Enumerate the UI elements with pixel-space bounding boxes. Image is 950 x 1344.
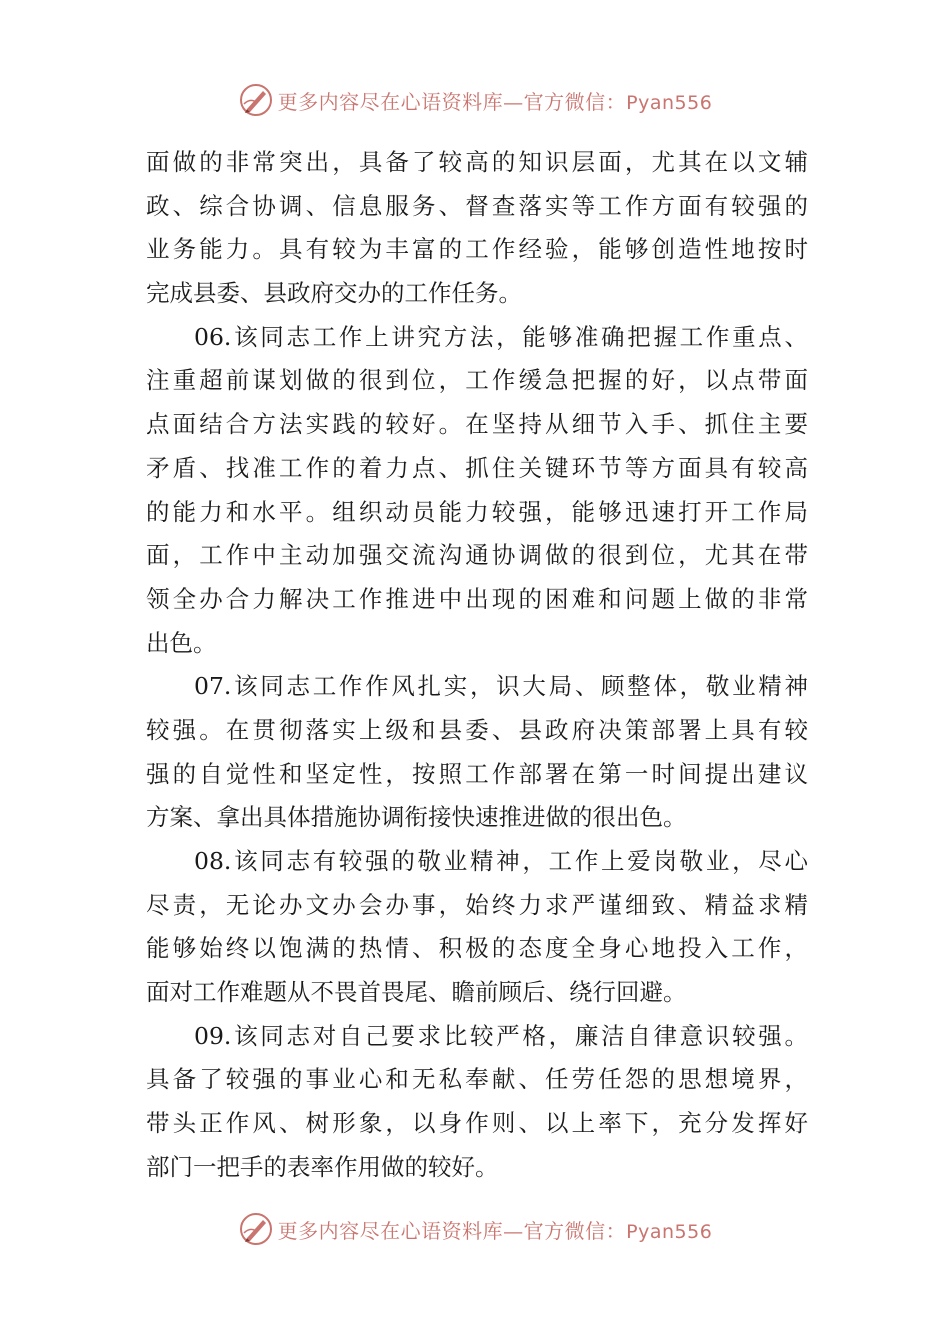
- text-line: 面对工作难题从不畏首畏尾、瞻前顾后、绕行回避。: [146, 978, 687, 1007]
- pen-logo-icon: [238, 82, 274, 118]
- text-line: 部门一把手的表率作用做的较好。: [146, 1152, 499, 1181]
- text-line: 完成县委、县政府交办的工作任务。: [146, 279, 522, 308]
- text-line: 点面结合方法实践的较好。在坚持从细节入手、抓住主要: [146, 410, 808, 439]
- header-wechat-id: Pyan556: [626, 91, 713, 114]
- text-line: 较强。在贯彻落实上级和县委、县政府决策部署上具有较: [146, 715, 808, 744]
- text-line: 业务能力。具有较为丰富的工作经验，能够创造性地按时: [146, 235, 808, 264]
- header-banner-text: 更多内容尽在心语资料库—官方微信：: [277, 89, 627, 114]
- text-line: 具备了较强的事业心和无私奉献、任劳任怨的思想境界，: [146, 1065, 808, 1094]
- footer-banner: [0, 1209, 950, 1249]
- footer-wechat-id: Pyan556: [626, 1220, 713, 1243]
- text-line: 面做的非常突出，具备了较高的知识层面，尤其在以文辅: [146, 148, 808, 176]
- footer-banner-text: 更多内容尽在心语资料库—官方微信：: [277, 1218, 627, 1243]
- pen-logo-icon: [238, 1211, 274, 1247]
- text-line: 面，工作中主动加强交流沟通协调做的很到位，尤其在带: [146, 541, 808, 570]
- text-line: 09.该同志对自己要求比较严格，廉洁自律意识较强。: [194, 1021, 808, 1050]
- text-line: 政、综合协调、信息服务、督查落实等工作方面有较强的: [146, 191, 808, 220]
- text-line: 方案、拿出具体措施协调衔接快速推进做的很出色。: [146, 803, 687, 832]
- text-line: 带头正作风、树形象，以身作则、以上率下，充分发挥好: [146, 1109, 808, 1138]
- header-banner: [0, 80, 950, 120]
- document-body: [146, 141, 808, 1190]
- text-line: 尽责，无论办文办会办事，始终力求严谨细致、精益求精: [146, 890, 808, 919]
- text-line: 06.该同志工作上讲究方法，能够准确把握工作重点、: [194, 322, 808, 351]
- text-line: 出色。: [146, 628, 217, 657]
- text-line: 领全办合力解决工作推进中出现的困难和问题上做的非常: [146, 584, 808, 613]
- text-line: 强的自觉性和坚定性，按照工作部署在第一时间提出建议: [146, 759, 808, 788]
- text-line: 矛盾、找准工作的着力点、抓住关键环节等方面具有较高: [146, 453, 808, 482]
- text-line: 能够始终以饱满的热情、积极的态度全身心地投入工作，: [146, 934, 808, 963]
- text-line: 08.该同志有较强的敬业精神，工作上爱岗敬业，尽心: [194, 847, 808, 875]
- text-line: 的能力和水平。组织动员能力较强，能够迅速打开工作局: [146, 497, 808, 526]
- text-line: 07.该同志工作作风扎实，识大局、顾整体，敬业精神: [194, 672, 808, 701]
- text-line: 注重超前谋划做的很到位，工作缓急把握的好，以点带面: [146, 366, 808, 395]
